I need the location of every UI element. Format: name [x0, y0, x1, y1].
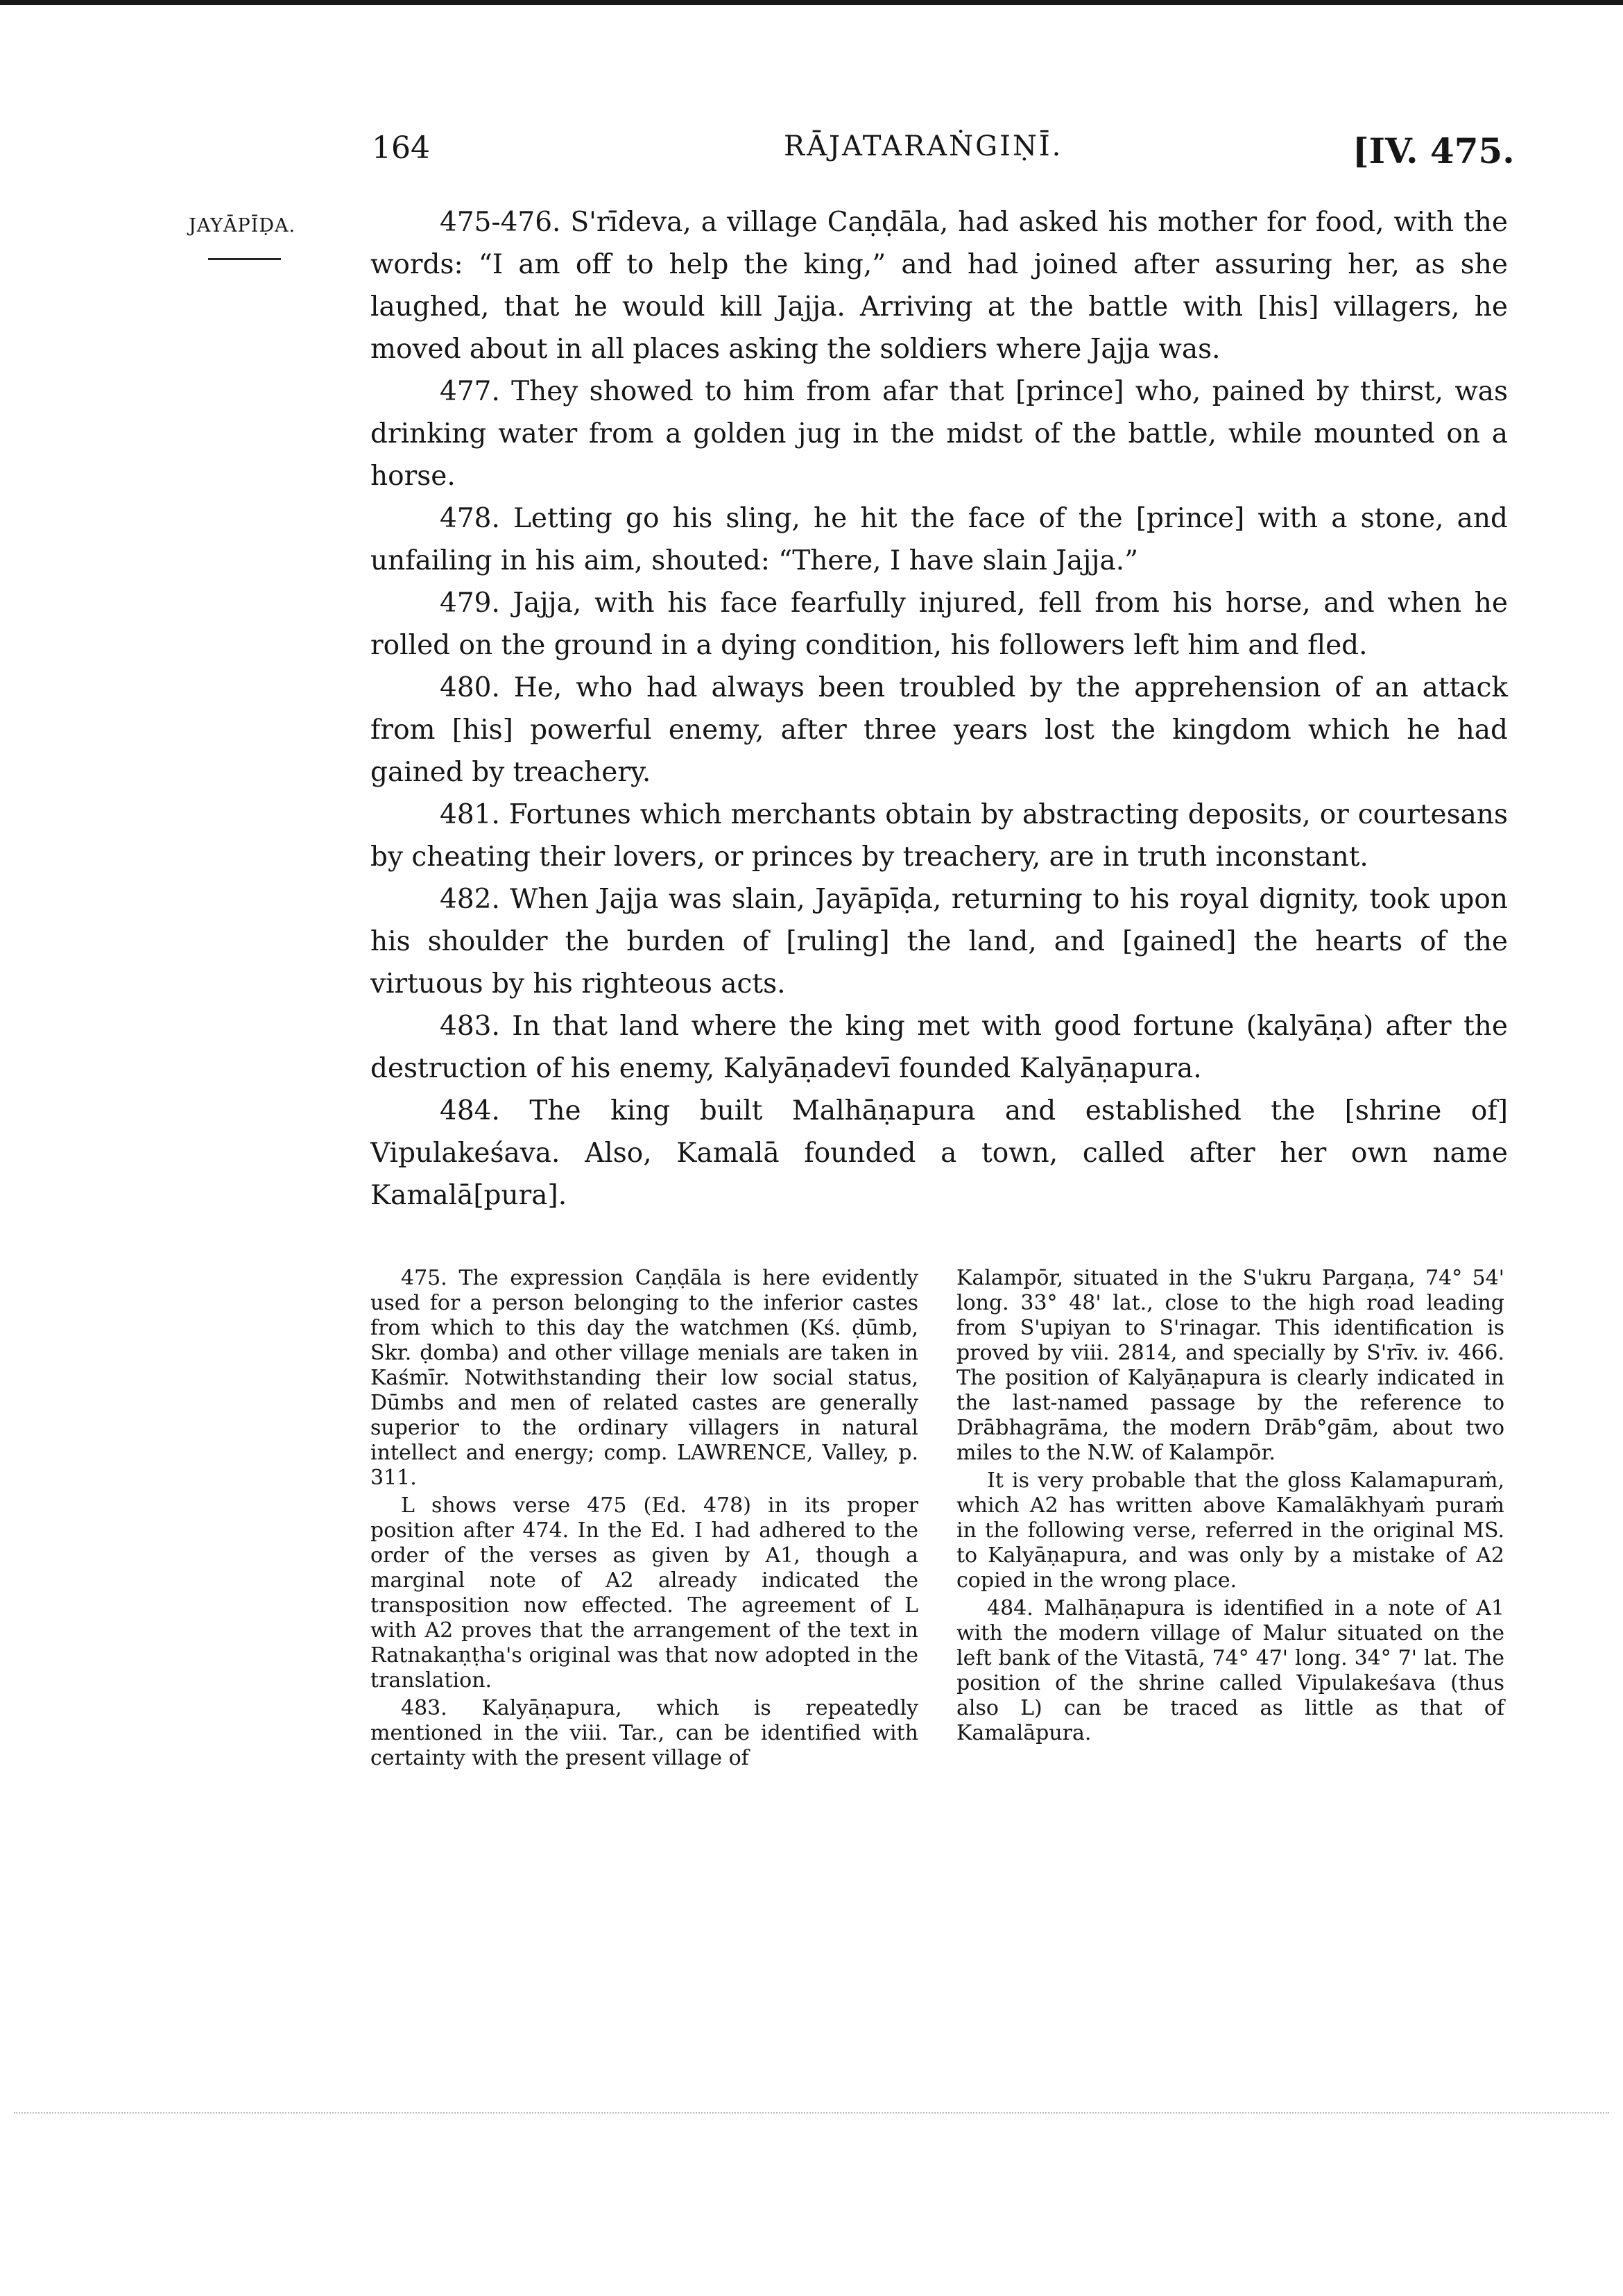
verse-475-476: 475-476. S'rīdeva, a village Caṇḍāla, had asked his mother for food, with the words: “I am off to help the king,” and had joined after assuring her, as she laughed, that he would kill Jajja. Arriving at the battle with [his] villagers, he moved about in all places asking the soldiers where Jajja was. [370, 207, 1508, 365]
footnotes-right-column [956, 1266, 1504, 1746]
running-reference: [IV. 475. [1352, 130, 1515, 171]
note-475-continued: L shows verse 475 (Ed. 478) in its proper position after 474. In the Ed. I had adhered to the order of the verses as given by A1, though a marginal note of A2 already indicated the transposition now effected. The agreement of L with A2 proves that the arrangement of the text in Ratnakaṇṭha's original was that now adopted in the translation. [370, 1493, 918, 1693]
scan-top-edge [0, 0, 1623, 5]
running-title: RĀJATARAṄGIṆĪ. [784, 130, 1063, 162]
margin-rule [208, 258, 281, 260]
note-484: 484. Malhāṇapura is identified in a note of A1 with the modern village of Malur situated on the left bank of the Vitastā, 74° 47' long. 34° 7' lat. The position of the shrine called Vipulakeśava (thus also L) can be traced as little as that of Kamalāpura. [956, 1596, 1504, 1745]
note-483: 483. Kalyāṇapura, which is repeatedly mentioned in the viii. Tar., can be identified with certainty with the present village of [370, 1696, 918, 1770]
verse-482: 482. When Jajja was slain, Jayāpīḍa, returning to his royal dignity, took upon his shoulder the burden of [ruling] the land, and [gained] the hearts of the virtuous by his righteous acts. [370, 884, 1508, 1000]
margin-note: JAYĀPĪḌA. [189, 215, 296, 237]
note-483-gloss: It is very probable that the gloss Kalamapuraṁ, which A2 has written above Kamalākhyaṁ puraṁ in the following verse, referred in the original MS. to Kalyāṇapura, and was only by a mistake of A2 copied in the wrong place. [956, 1468, 1504, 1593]
verse-text [370, 201, 1508, 1217]
verse-483: 483. In that land where the king met with good fortune (kalyāṇa) after the destruction of his enemy, Kalyāṇadevī founded Kalyāṇapura. [370, 1011, 1508, 1084]
verse-484: 484. The king built Malhāṇapura and established the [shrine of] Vipulakeśava. Also, Kamalā founded a town, called after her own name Kamalā[pura]. [370, 1095, 1508, 1211]
note-475: 475. The expression Caṇḍāla is here evidently used for a person belonging to the inferior castes from which to this day the watchmen (Kś. ḍūmb, Skr. ḍomba) and other village menials are taken in Kaśmīr. Notwithstanding their low social status, Dūmbs and men of related castes are generally superior to the ordinary villagers in natural intellect and energy; comp. LAWRENCE, Valley, p. 311. [370, 1266, 918, 1490]
verse-480: 480. He, who had always been troubled by the apprehension of an attack from [his] powerful enemy, after three years lost the kingdom which he had gained by treachery. [370, 672, 1508, 788]
verse-477: 477. They showed to him from afar that [prince] who, pained by thirst, was drinking water from a golden jug in the midst of the battle, while mounted on a horse. [370, 376, 1508, 492]
footnotes-left-column [370, 1266, 918, 1771]
verse-481: 481. Fortunes which merchants obtain by abstracting deposits, or courtesans by cheating their lovers, or princes by treachery, are in truth inconstant. [370, 799, 1508, 873]
scan-dotted-line [14, 2112, 1609, 2114]
verse-478: 478. Letting go his sling, he hit the face of the [prince] with a stone, and unfailing in his aim, shouted: “There, I have slain Jajja.” [370, 503, 1508, 576]
page-number: 164 [372, 130, 430, 166]
verse-479: 479. Jajja, with his face fearfully injured, fell from his horse, and when he rolled on the ground in a dying condition, his followers left him and fled. [370, 588, 1508, 661]
note-483-continued: Kalampōr, situated in the S'ukru Pargaṇa, 74° 54' long. 33° 48' lat., close to the high road leading from S'upiyan to S'rinagar. This identification is proved by viii. 2814, and specially by S'rīv. iv. 466. The position of Kalyāṇapura is clearly indicated in the last-named passage by the reference to Drābhagrāma, the modern Drāb°gām, about two miles to the N.W. of Kalampōr. [956, 1266, 1504, 1465]
